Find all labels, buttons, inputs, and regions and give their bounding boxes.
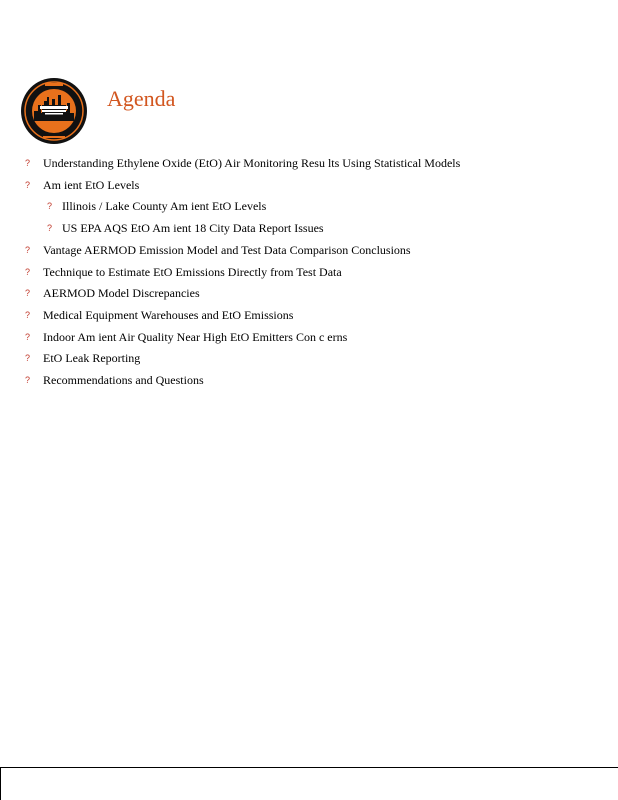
list-bullet-icon: ? xyxy=(25,309,31,320)
agenda-item: Technique to Estimate EtO Emissions Directly from Test Data xyxy=(43,264,342,279)
list-bullet-icon: ? xyxy=(25,331,31,342)
footer-rule xyxy=(0,767,618,768)
list-bullet-icon: ? xyxy=(25,244,31,255)
agenda-item: Recommendations and Questions xyxy=(43,373,204,387)
agenda-subitem: Illinois / Lake County Am ient EtO Levels xyxy=(62,199,267,214)
list-bullet-icon: ? xyxy=(25,375,31,385)
agenda-item: Am ient EtO Levels xyxy=(43,177,140,192)
agenda-item: Vantage AERMOD Emission Model and Test Data Comparison Conclusions xyxy=(43,242,411,257)
list-bullet-icon: ? xyxy=(25,158,31,168)
list-bullet-icon: ? xyxy=(47,201,53,212)
list-bullet-icon: ? xyxy=(25,266,31,277)
agenda-item: EtO Leak Reporting xyxy=(43,351,141,366)
list-bullet-icon: ? xyxy=(47,223,53,234)
list-bullet-icon: ? xyxy=(25,288,31,299)
agenda-item: Medical Equipment Warehouses and EtO Emissions xyxy=(43,307,294,322)
footer-left-rule xyxy=(0,767,1,800)
agenda-item: Indoor Am ient Air Quality Near High EtO Emitters Con c erns xyxy=(43,329,348,344)
agenda-item: AERMOD Model Discrepancies xyxy=(43,286,200,301)
page-title: Agenda xyxy=(107,86,176,111)
list-bullet-icon: ? xyxy=(25,353,31,364)
agenda-item: Understanding Ethylene Oxide (EtO) Air Monitoring Resu lts Using Statistical Models xyxy=(43,156,461,170)
list-bullet-icon: ? xyxy=(25,179,31,190)
agenda-subitem: US EPA AQS EtO Am ient 18 City Data Report Issues xyxy=(62,221,324,236)
